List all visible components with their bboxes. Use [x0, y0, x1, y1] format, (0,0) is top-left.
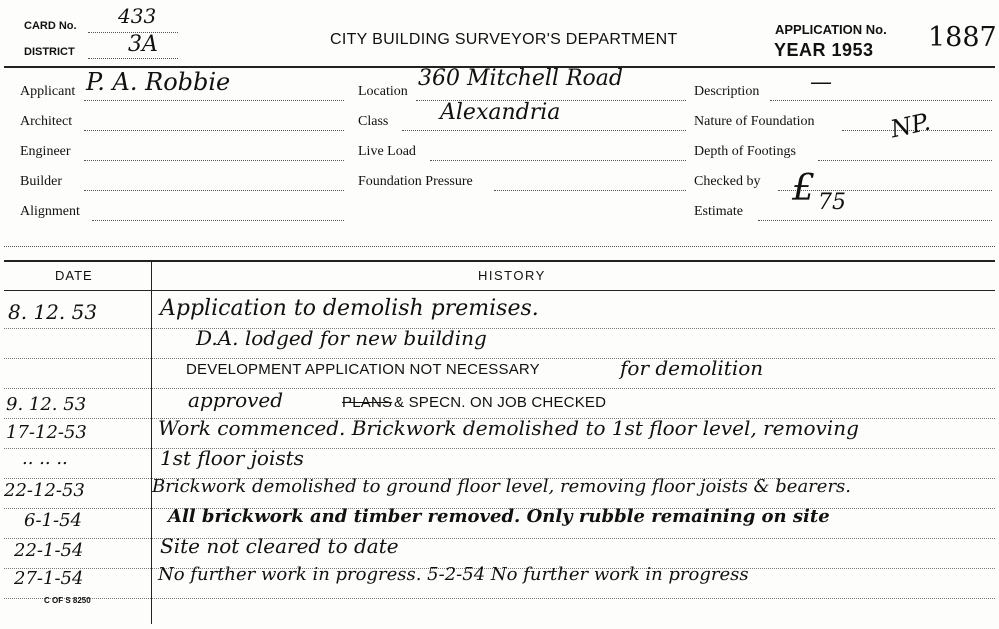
card-no-label: CARD No.	[24, 20, 77, 32]
live-load-label: Live Load	[358, 144, 416, 159]
row-line	[4, 538, 995, 539]
row-history: Application to demolish premises.	[160, 296, 539, 321]
applicant-line	[84, 100, 344, 101]
checked-value: £	[792, 168, 815, 209]
row-line	[4, 598, 995, 599]
nature-value: NP.	[888, 107, 933, 144]
architect-label: Architect	[20, 114, 73, 129]
fields-bottom-line	[4, 246, 995, 247]
location-label: Location	[358, 84, 408, 99]
row-history: D.A. lodged for new building	[196, 326, 487, 350]
row-history: Site not cleared to date	[160, 534, 399, 558]
builder-line	[84, 190, 344, 191]
form-code: C OF S 8250	[44, 596, 91, 605]
row-line	[4, 448, 995, 449]
row-date: 6-1-54	[24, 510, 82, 531]
estimate-label: Estimate	[694, 204, 743, 219]
row-line	[4, 388, 995, 389]
architect-line	[84, 130, 344, 131]
row-history: Work commenced. Brickwork demolished to 1st floor level, removing	[158, 416, 859, 440]
table-top-rule	[4, 260, 995, 262]
row-stamp: & SPECN. ON JOB CHECKED	[394, 394, 607, 411]
row-line	[4, 328, 995, 329]
application-no-label: APPLICATION No.	[775, 22, 887, 37]
date-column-divider	[151, 262, 152, 624]
district-line	[88, 58, 178, 59]
row-stamp-struck: PLANS	[342, 394, 393, 411]
department-title: CITY BUILDING SURVEYOR'S DEPARTMENT	[330, 31, 678, 48]
class-value: Alexandria	[440, 100, 561, 125]
location-value: 360 Mitchell Road	[418, 66, 623, 91]
row-stamp: DEVELOPMENT APPLICATION NOT NECESSARY	[186, 361, 540, 378]
live-load-line	[430, 160, 686, 161]
row-history: No further work in progress. 5-2-54 No further work in progress	[158, 564, 749, 585]
year-label: YEAR 1953	[774, 40, 874, 60]
row-history: Brickwork demolished to ground floor level, removing floor joists & bearers.	[152, 476, 852, 497]
row-history: 1st floor joists	[160, 446, 304, 470]
row-date: 22-12-53	[4, 480, 85, 501]
row-date: 22-1-54	[14, 540, 84, 561]
estimate-line	[758, 220, 992, 221]
alignment-label: Alignment	[20, 204, 80, 219]
foundation-pressure-line	[494, 190, 686, 191]
checked-label: Checked by	[694, 174, 761, 189]
row-date: 9. 12. 53	[6, 394, 87, 415]
row-date: 17-12-53	[6, 422, 87, 443]
applicant-label: Applicant	[20, 84, 76, 99]
foundation-pressure-label: Foundation Pressure	[358, 174, 473, 189]
builder-label: Builder	[20, 174, 62, 189]
alignment-line	[92, 220, 344, 221]
row-date: 27-1-54	[14, 568, 84, 589]
row-date: .. .. ..	[22, 448, 68, 469]
table-header-rule	[4, 290, 995, 291]
district-value: 3A	[128, 32, 158, 57]
application-no-value: 1887	[928, 22, 997, 53]
row-history: All brickwork and timber removed. Only rubble remaining on site	[168, 506, 830, 527]
row-date: 8. 12. 53	[8, 300, 98, 324]
estimate-value: 75	[818, 190, 846, 215]
row-history: approved	[188, 388, 284, 412]
row-line	[4, 358, 995, 359]
class-line	[402, 130, 686, 131]
card-no-value: 433	[118, 4, 157, 28]
engineer-label: Engineer	[20, 144, 71, 159]
nature-label: Nature of Foundation	[694, 114, 815, 129]
class-label: Class	[358, 114, 389, 129]
district-label: DISTRICT	[24, 46, 75, 58]
description-label: Description	[694, 84, 760, 99]
history-header: HISTORY	[478, 268, 546, 283]
date-header: DATE	[55, 268, 93, 283]
description-value: —	[810, 70, 832, 95]
depth-line	[818, 160, 992, 161]
row-history: for demolition	[620, 356, 764, 380]
depth-label: Depth of Footings	[694, 144, 796, 159]
engineer-line	[84, 160, 344, 161]
description-line	[770, 100, 992, 101]
applicant-value: P. A. Robbie	[86, 68, 231, 96]
